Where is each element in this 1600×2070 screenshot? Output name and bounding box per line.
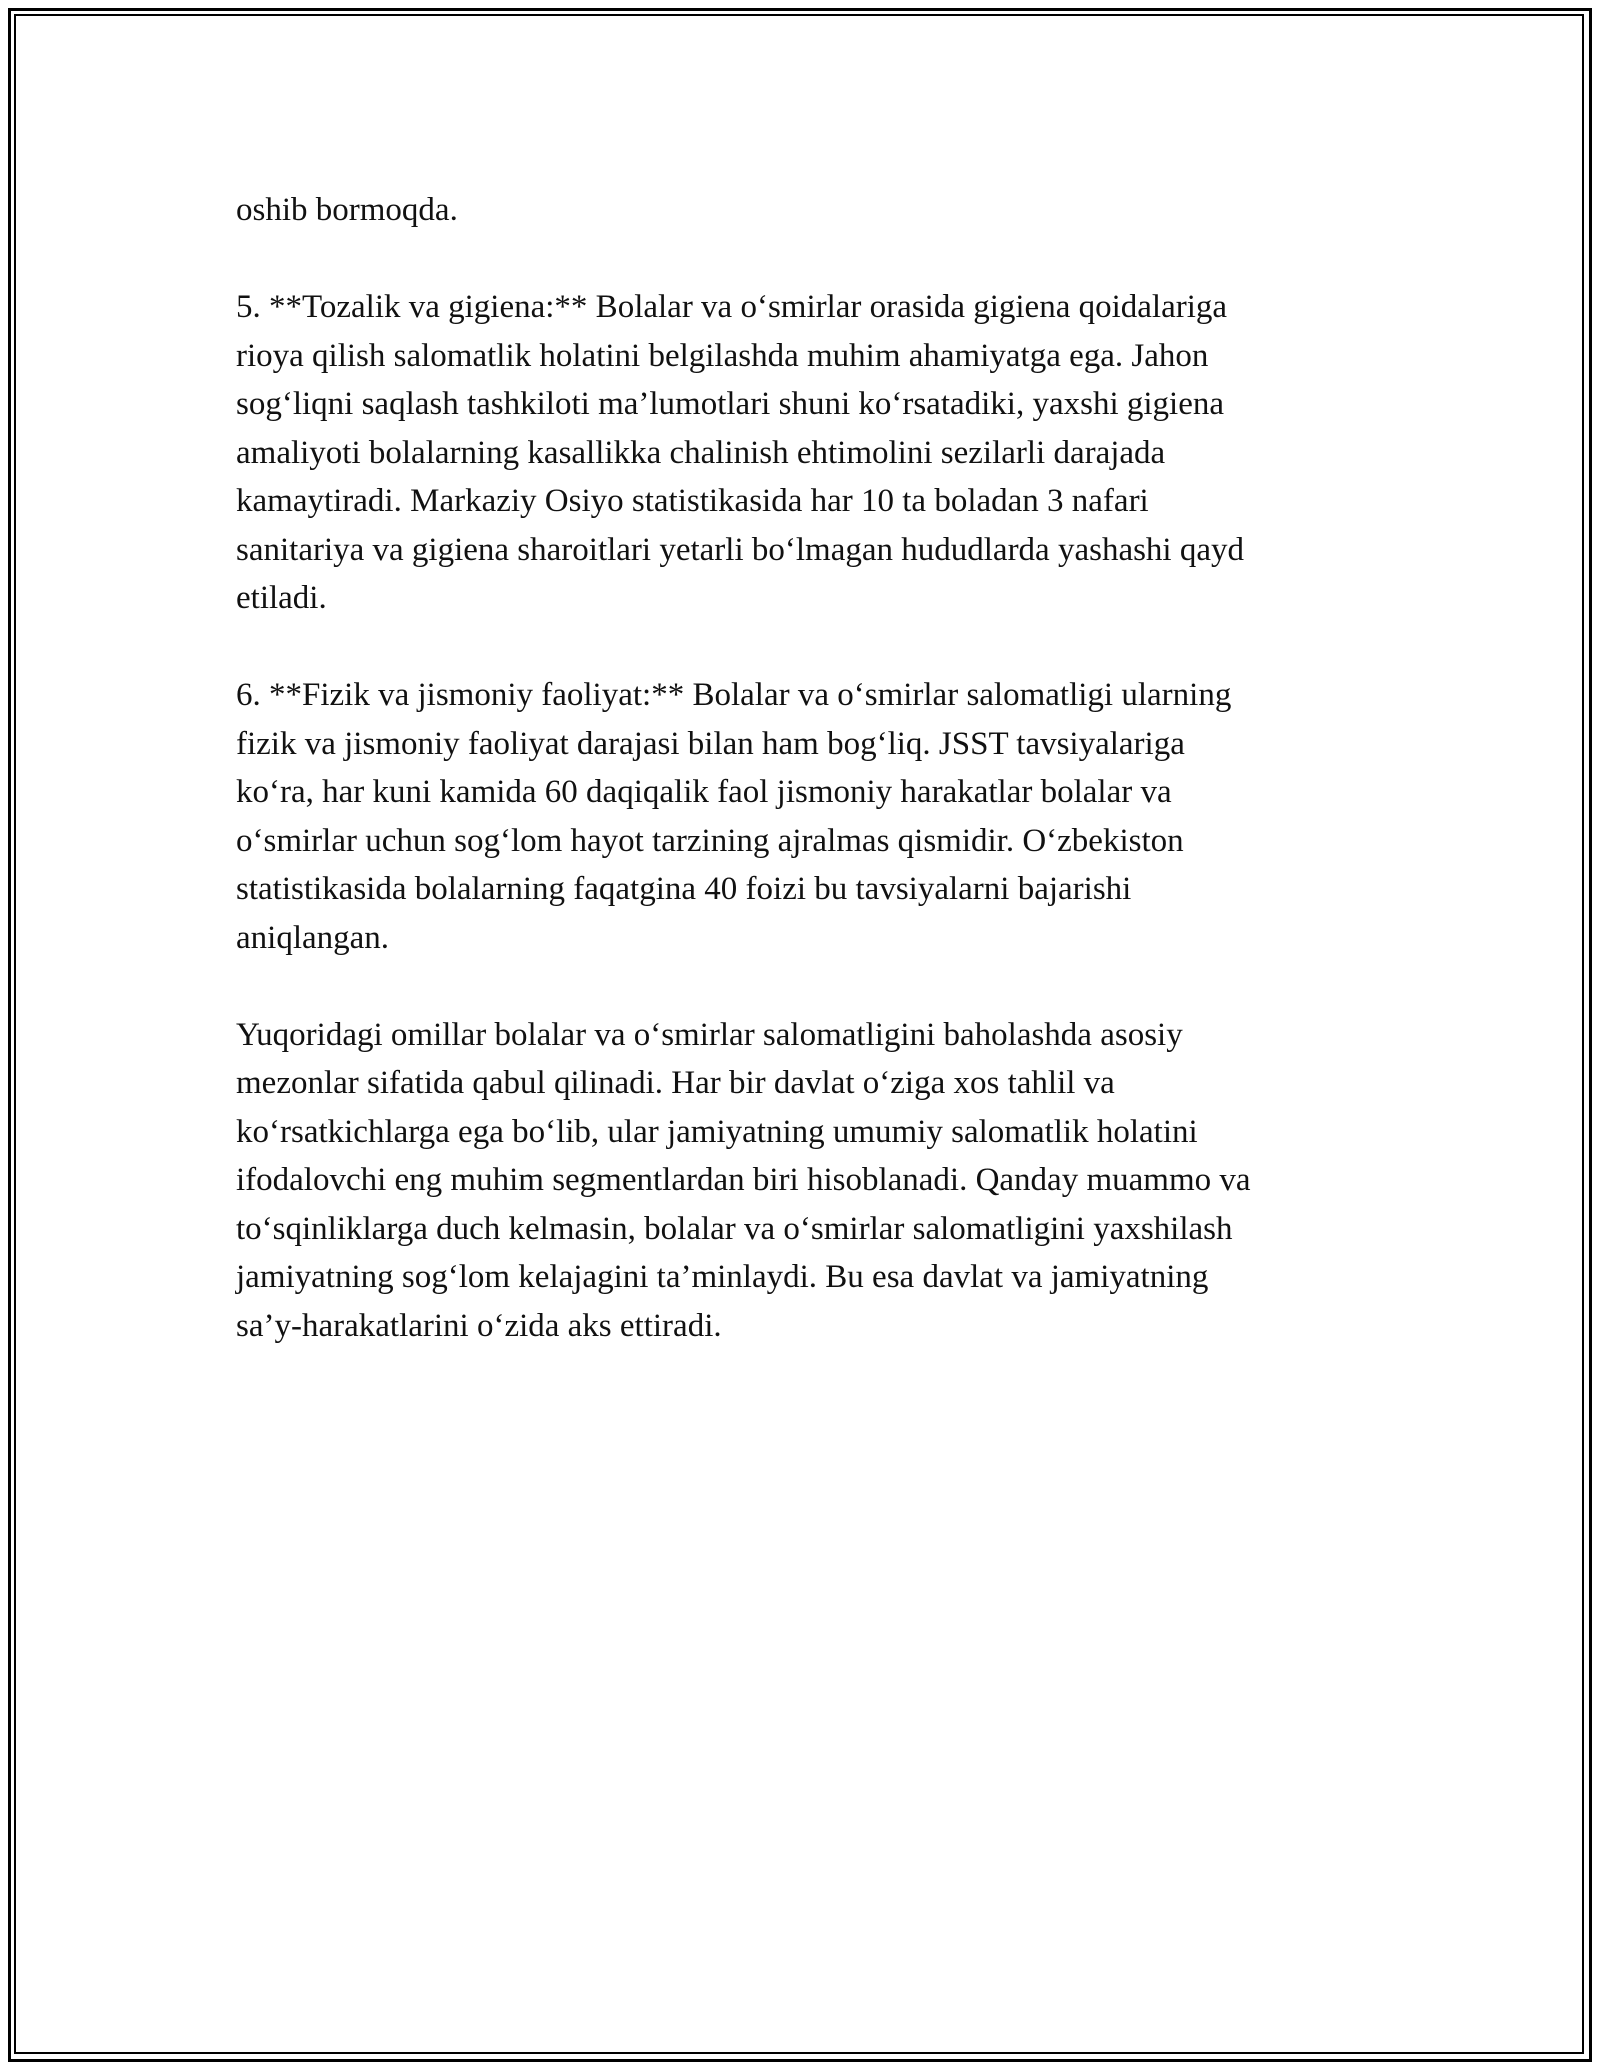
paragraph-continuation: oshib bormoqda. xyxy=(236,192,458,228)
document-body xyxy=(236,186,1376,1399)
paragraph-physical-activity: 6. **Fizik va jismoniy faoliyat:** Bolalar va o‘smirlar salomatligi ularning fizik va jismoniy faoliyat darajasi bilan ham bog‘liq. JSST tavsiyalariga ko‘ra, har kuni kamida 60 daqiqalik faol jismoniy harakatlar bolalar va o‘smirlar uchun sog‘lom hayot tarzining ajralmas qismidir. O‘zbekiston statistikasida bolalarning faqatgina 40 foizi bu tavsiyalarni bajarishi aniqlangan. xyxy=(236,677,1232,956)
paragraph-hygiene: 5. **Tozalik va gigiena:** Bolalar va o‘smirlar orasida gigiena qoidalariga rioya qilish salomatlik holatini belgilashda muhim ahamiyatga ega. Jahon sog‘liqni saqlash tashkiloti ma’lumotlari shuni ko‘rsatadiki, yaxshi gigiena amaliyoti bolalarning kasallikka chalinish ehtimolini sezilarli darajada kamaytiradi. Markaziy Osiyo statistikasida har 10 ta boladan 3 nafari sanitariya va gigiena sharoitlari yetarli bo‘lmagan hududlarda yashashi qayd etiladi. xyxy=(236,289,1244,616)
paragraph-conclusion: Yuqoridagi omillar bolalar va o‘smirlar salomatligini baholashda asosiy mezonlar sifatida qabul qilinadi. Har bir davlat o‘ziga xos tahlil va ko‘rsatkichlarga ega bo‘lib, ular jamiyatning umumiy salomatlik holatini ifodalovchi eng muhim segmentlardan biri hisoblanadi. Qanday muammo va to‘sqinliklarga duch kelmasin, bolalar va o‘smirlar salomatligini yaxshilash jamiyatning sog‘lom kelajagini ta’minlaydi. Bu esa davlat va jamiyatning sa’y-harakatlarini o‘zida aks ettiradi. xyxy=(236,1016,1251,1344)
